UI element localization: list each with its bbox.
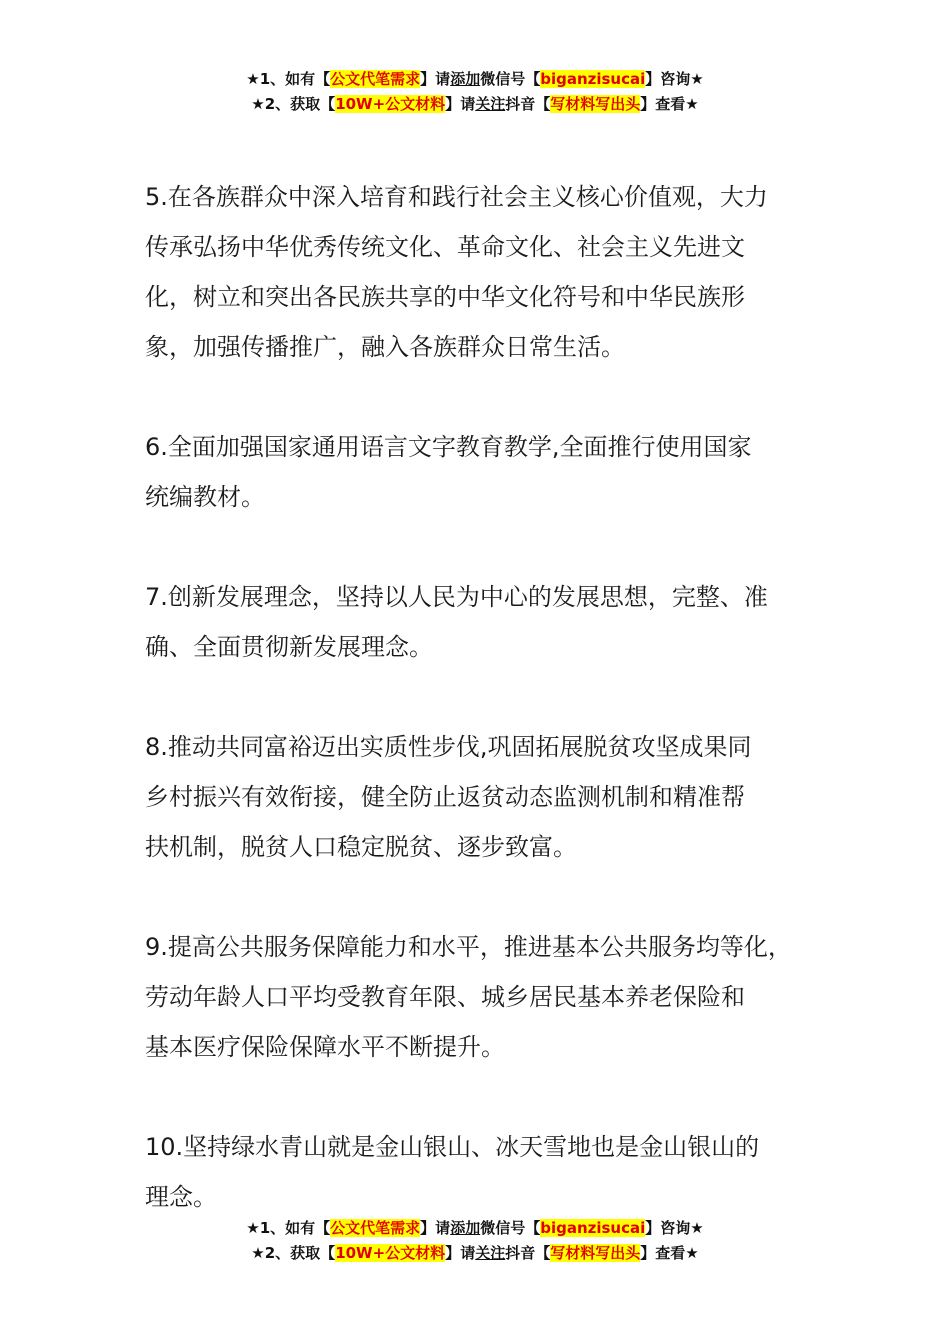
text-line: 理念。 <box>145 1183 217 1211</box>
header-line-1 <box>0 67 950 92</box>
text-line: 乡村振兴有效衔接，健全防止返贫动态监测机制和精准帮 <box>145 783 745 811</box>
text-line: 象，加强传播推广，融入各族群众日常生活。 <box>145 333 625 361</box>
highlight-text: 10W+公文材料 <box>335 1244 446 1262</box>
header-text: 】请 <box>420 70 451 88</box>
footer-text: 】请 <box>420 1219 451 1237</box>
footer-text: ★2、获取【 <box>251 1244 336 1262</box>
underlined-text: 添加 <box>450 1219 481 1237</box>
header-text: 】咨询★ <box>645 70 704 88</box>
footer-banner <box>0 1216 950 1266</box>
paragraph-6 <box>145 422 835 522</box>
header-text: ★1、如有【 <box>246 70 331 88</box>
text-line: 化，树立和突出各民族共享的中华文化符号和中华民族形 <box>145 283 745 311</box>
document-body <box>145 172 835 1272</box>
header-line-2 <box>0 92 950 117</box>
footer-text: 】请 <box>445 1244 476 1262</box>
header-banner <box>0 67 950 117</box>
header-text: 】查看★ <box>640 95 699 113</box>
footer-line-1 <box>0 1216 950 1241</box>
text-line: 8.推动共同富裕迈出实质性步伐,巩固拓展脱贫攻坚成果同 <box>145 733 752 761</box>
paragraph-9 <box>145 922 835 1072</box>
highlight-text: 10W+公文材料 <box>335 95 446 113</box>
text-line: 9.提高公共服务保障能力和水平，推进基本公共服务均等化， <box>145 933 792 961</box>
underlined-text: 关注 <box>475 95 506 113</box>
text-line: 扶机制，脱贫人口稳定脱贫、逐步致富。 <box>145 833 577 861</box>
paragraph-10 <box>145 1122 835 1222</box>
highlight-text: 公文代笔需求 <box>330 70 421 88</box>
douyin-id: 写材料写出头 <box>550 95 641 113</box>
text-line: 传承弘扬中华优秀传统文化、革命文化、社会主义先进文 <box>145 233 745 261</box>
footer-text: 】查看★ <box>640 1244 699 1262</box>
underlined-text: 关注 <box>475 1244 506 1262</box>
wechat-id: biganzisucai <box>540 70 646 88</box>
text-line: 5.在各族群众中深入培育和践行社会主义核心价值观，大力 <box>145 183 768 211</box>
header-text: 微信号【 <box>480 70 541 88</box>
wechat-id: biganzisucai <box>540 1219 646 1237</box>
paragraph-7 <box>145 572 835 672</box>
highlight-text: 公文代笔需求 <box>330 1219 421 1237</box>
text-line: 6.全面加强国家通用语言文字教育教学,全面推行使用国家 <box>145 433 752 461</box>
paragraph-8 <box>145 722 835 872</box>
header-text: 抖音【 <box>505 95 551 113</box>
text-line: 7.创新发展理念，坚持以人民为中心的发展思想，完整、准 <box>145 583 768 611</box>
text-line: 10.坚持绿水青山就是金山银山、冰天雪地也是金山银山的 <box>145 1133 760 1161</box>
footer-text: ★1、如有【 <box>246 1219 331 1237</box>
header-text: ★2、获取【 <box>251 95 336 113</box>
paragraph-5 <box>145 172 835 372</box>
footer-line-2 <box>0 1241 950 1266</box>
text-line: 劳动年龄人口平均受教育年限、城乡居民基本养老保险和 <box>145 983 745 1011</box>
header-text: 】请 <box>445 95 476 113</box>
footer-text: 抖音【 <box>505 1244 551 1262</box>
text-line: 基本医疗保险保障水平不断提升。 <box>145 1033 505 1061</box>
text-line: 统编教材。 <box>145 483 265 511</box>
douyin-id: 写材料写出头 <box>550 1244 641 1262</box>
footer-text: 微信号【 <box>480 1219 541 1237</box>
footer-text: 】咨询★ <box>645 1219 704 1237</box>
text-line: 确、全面贯彻新发展理念。 <box>145 633 433 661</box>
underlined-text: 添加 <box>450 70 481 88</box>
